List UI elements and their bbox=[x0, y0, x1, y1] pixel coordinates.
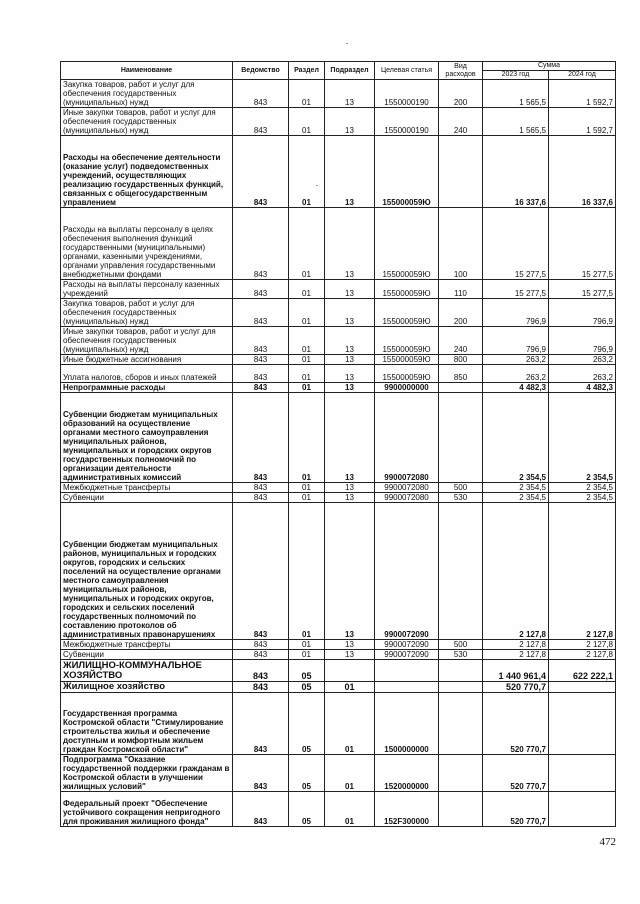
cell-target: 1520000000 bbox=[375, 755, 439, 792]
cell-dept: 843 bbox=[233, 365, 289, 383]
table-row bbox=[61, 650, 616, 660]
cell-name: Субвенции бюджетам муниципальных образований на осуществление органами местного самоуправления муниципальных районов, муниципальных и городских округов государственных полномочий по организации деятельности административных комиссий bbox=[61, 393, 233, 483]
table-row bbox=[61, 80, 616, 108]
cell-y2023: 16 337,6 bbox=[483, 136, 549, 208]
cell-name: Субвенции bbox=[61, 650, 233, 660]
cell-target bbox=[375, 660, 439, 682]
col-header-sum: Сумма bbox=[483, 62, 616, 71]
cell-y2023: 15 277,5 bbox=[483, 280, 549, 299]
cell-target: 155000059Ю bbox=[375, 327, 439, 355]
cell-name: ЖИЛИЩНО-КОММУНАЛЬНОЕ ХОЗЯЙСТВО bbox=[61, 660, 233, 682]
cell-subsection bbox=[325, 660, 375, 682]
cell-name: Государственная программа Костромской области "Стимулирование строительства жилья и обеспечение доступным и комфортным жильем граждан Костромской области" bbox=[61, 693, 233, 755]
cell-exptype: 530 bbox=[439, 493, 483, 503]
col-header-2024: 2024 год bbox=[549, 71, 616, 80]
budget-table bbox=[60, 61, 616, 827]
cell-dept: 843 bbox=[233, 80, 289, 108]
cell-target: 9900072090 bbox=[375, 503, 439, 640]
cell-dept: 843 bbox=[233, 208, 289, 280]
cell-exptype bbox=[439, 383, 483, 393]
cell-exptype: 240 bbox=[439, 108, 483, 136]
cell-subsection: 13 bbox=[325, 383, 375, 393]
table-header bbox=[61, 62, 616, 80]
cell-y2023: 263,2 bbox=[483, 355, 549, 365]
cell-dept: 843 bbox=[233, 503, 289, 640]
col-header-section: Раздел bbox=[289, 62, 325, 80]
cell-dept: 843 bbox=[233, 299, 289, 327]
cell-exptype bbox=[439, 693, 483, 755]
col-header-subsection: Подраздел bbox=[325, 62, 375, 80]
cell-y2024: 2 127,8 bbox=[549, 650, 616, 660]
table-row bbox=[61, 693, 616, 755]
cell-section: 05 bbox=[289, 792, 325, 827]
cell-exptype: 500 bbox=[439, 483, 483, 493]
cell-y2023: 2 354,5 bbox=[483, 393, 549, 483]
cell-target: 9900072080 bbox=[375, 493, 439, 503]
cell-y2023: 2 127,8 bbox=[483, 640, 549, 650]
cell-exptype bbox=[439, 393, 483, 483]
cell-name: Подпрограмма "Оказание государственной поддержки гражданам в Костромской области в улучшении жилищных условий" bbox=[61, 755, 233, 792]
cell-y2024 bbox=[549, 792, 616, 827]
cell-y2023: 2 354,5 bbox=[483, 493, 549, 503]
cell-y2024: 15 277,5 bbox=[549, 208, 616, 280]
table-row bbox=[61, 503, 616, 640]
cell-subsection: 13 bbox=[325, 80, 375, 108]
cell-target: 1550000190 bbox=[375, 108, 439, 136]
table-row bbox=[61, 327, 616, 355]
cell-target: 1550000190 bbox=[375, 80, 439, 108]
cell-subsection: 13 bbox=[325, 108, 375, 136]
cell-y2024 bbox=[549, 755, 616, 792]
cell-name: Расходы на обеспечение деятельности (оказание услуг) подведомственных учреждений, осуществляющих реализацию государственных функций, связанных с общегосударственным управлением bbox=[61, 136, 233, 208]
cell-y2024: 2 354,5 bbox=[549, 393, 616, 483]
cell-name: Иные закупки товаров, работ и услуг для обеспечения государственных (муниципальных) нужд bbox=[61, 108, 233, 136]
cell-exptype: 800 bbox=[439, 355, 483, 365]
scan-speck bbox=[346, 43, 348, 44]
cell-section: 05 bbox=[289, 693, 325, 755]
cell-dept: 843 bbox=[233, 755, 289, 792]
cell-target: 9900072090 bbox=[375, 650, 439, 660]
cell-name: Закупка товаров, работ и услуг для обеспечения государственных (муниципальных) нужд bbox=[61, 80, 233, 108]
cell-dept: 843 bbox=[233, 483, 289, 493]
cell-y2023: 1 565,5 bbox=[483, 80, 549, 108]
cell-y2023: 796,9 bbox=[483, 299, 549, 327]
table-row bbox=[61, 393, 616, 483]
table-row bbox=[61, 755, 616, 792]
page-number: 472 bbox=[599, 836, 616, 848]
cell-exptype bbox=[439, 792, 483, 827]
cell-y2023: 1 440 961,4 bbox=[483, 660, 549, 682]
cell-target: 155000059Ю bbox=[375, 136, 439, 208]
cell-target: 9900072090 bbox=[375, 640, 439, 650]
cell-dept: 843 bbox=[233, 383, 289, 393]
table-row bbox=[61, 208, 616, 280]
cell-y2024: 1 592,7 bbox=[549, 108, 616, 136]
cell-target: 152F300000 bbox=[375, 792, 439, 827]
cell-section: 01 bbox=[289, 299, 325, 327]
cell-exptype: 500 bbox=[439, 640, 483, 650]
cell-exptype: 530 bbox=[439, 650, 483, 660]
cell-exptype bbox=[439, 755, 483, 792]
cell-section: 05 bbox=[289, 660, 325, 682]
cell-y2023: 520 770,7 bbox=[483, 792, 549, 827]
cell-y2023: 520 770,7 bbox=[483, 755, 549, 792]
cell-subsection: 13 bbox=[325, 327, 375, 355]
cell-subsection: 13 bbox=[325, 503, 375, 640]
table-row bbox=[61, 682, 616, 693]
cell-dept: 843 bbox=[233, 355, 289, 365]
cell-y2024: 1 592,7 bbox=[549, 80, 616, 108]
cell-subsection: 13 bbox=[325, 493, 375, 503]
col-header-2023: 2023 год bbox=[483, 71, 549, 80]
col-header-exptype: Вид расходов bbox=[439, 62, 483, 80]
cell-dept: 843 bbox=[233, 280, 289, 299]
cell-name: Жилищное хозяйство bbox=[61, 682, 233, 693]
cell-name: Уплата налогов, сборов и иных платежей bbox=[61, 365, 233, 383]
cell-section: 01 bbox=[289, 80, 325, 108]
cell-y2024: 2 354,5 bbox=[549, 483, 616, 493]
cell-section: 05 bbox=[289, 682, 325, 693]
cell-y2024: 263,2 bbox=[549, 355, 616, 365]
cell-y2024: 263,2 bbox=[549, 365, 616, 383]
cell-y2024 bbox=[549, 682, 616, 693]
cell-subsection: 13 bbox=[325, 393, 375, 483]
cell-y2023: 2 354,5 bbox=[483, 483, 549, 493]
cell-exptype: 200 bbox=[439, 299, 483, 327]
cell-y2023: 263,2 bbox=[483, 365, 549, 383]
cell-dept: 843 bbox=[233, 640, 289, 650]
table-row bbox=[61, 108, 616, 136]
cell-name: Субвенции bbox=[61, 493, 233, 503]
cell-dept: 843 bbox=[233, 327, 289, 355]
cell-section: 05 bbox=[289, 755, 325, 792]
cell-exptype bbox=[439, 136, 483, 208]
cell-name: Непрограммные расходы bbox=[61, 383, 233, 393]
cell-dept: 843 bbox=[233, 493, 289, 503]
cell-y2024: 15 277,5 bbox=[549, 280, 616, 299]
cell-target: 155000059Ю bbox=[375, 299, 439, 327]
cell-section: 01 bbox=[289, 650, 325, 660]
col-header-target: Целевая статья bbox=[375, 62, 439, 80]
cell-section: 01 bbox=[289, 136, 325, 208]
cell-dept: 843 bbox=[233, 108, 289, 136]
cell-target: 155000059Ю bbox=[375, 355, 439, 365]
table-row bbox=[61, 792, 616, 827]
cell-subsection: 13 bbox=[325, 299, 375, 327]
cell-dept: 843 bbox=[233, 136, 289, 208]
cell-section: 01 bbox=[289, 327, 325, 355]
cell-exptype bbox=[439, 682, 483, 693]
cell-dept: 843 bbox=[233, 650, 289, 660]
cell-dept: 843 bbox=[233, 792, 289, 827]
table-body bbox=[61, 80, 616, 827]
cell-y2023: 2 127,8 bbox=[483, 503, 549, 640]
cell-subsection: 01 bbox=[325, 792, 375, 827]
cell-name: Федеральный проект "Обеспечение устойчивого сокращения непригодного для проживания жилищного фонда" bbox=[61, 792, 233, 827]
cell-subsection: 13 bbox=[325, 355, 375, 365]
cell-dept: 843 bbox=[233, 693, 289, 755]
cell-y2024: 16 337,6 bbox=[549, 136, 616, 208]
col-header-name: Наименование bbox=[61, 62, 233, 80]
cell-y2024: 2 127,8 bbox=[549, 503, 616, 640]
cell-y2023: 520 770,7 bbox=[483, 682, 549, 693]
cell-y2024: 2 354,5 bbox=[549, 493, 616, 503]
cell-y2024: 796,9 bbox=[549, 327, 616, 355]
cell-target: 9900000000 bbox=[375, 383, 439, 393]
cell-subsection: 13 bbox=[325, 208, 375, 280]
table-row bbox=[61, 280, 616, 299]
cell-exptype bbox=[439, 503, 483, 640]
cell-subsection: 13 bbox=[325, 640, 375, 650]
cell-y2024: 2 127,8 bbox=[549, 640, 616, 650]
cell-subsection: 01 bbox=[325, 693, 375, 755]
cell-dept: 843 bbox=[233, 660, 289, 682]
cell-section: 01 bbox=[289, 280, 325, 299]
cell-section: 01 bbox=[289, 108, 325, 136]
cell-section: 01 bbox=[289, 355, 325, 365]
table-row bbox=[61, 493, 616, 503]
cell-y2023: 1 565,5 bbox=[483, 108, 549, 136]
cell-exptype: 240 bbox=[439, 327, 483, 355]
cell-subsection: 13 bbox=[325, 483, 375, 493]
cell-exptype: 100 bbox=[439, 208, 483, 280]
cell-y2023: 796,9 bbox=[483, 327, 549, 355]
cell-target: 9900072080 bbox=[375, 483, 439, 493]
cell-y2023: 2 127,8 bbox=[483, 650, 549, 660]
cell-section: 01 bbox=[289, 640, 325, 650]
cell-section: 01 bbox=[289, 483, 325, 493]
cell-y2023: 4 482,3 bbox=[483, 383, 549, 393]
cell-exptype: 200 bbox=[439, 80, 483, 108]
cell-target bbox=[375, 682, 439, 693]
cell-subsection: 01 bbox=[325, 755, 375, 792]
table-row bbox=[61, 660, 616, 682]
cell-exptype bbox=[439, 660, 483, 682]
cell-section: 01 bbox=[289, 493, 325, 503]
cell-name: Иные бюджетные ассигнования bbox=[61, 355, 233, 365]
table-row bbox=[61, 365, 616, 383]
cell-name: Закупка товаров, работ и услуг для обеспечения государственных (муниципальных) нужд bbox=[61, 299, 233, 327]
cell-target: 155000059Ю bbox=[375, 365, 439, 383]
cell-y2024 bbox=[549, 693, 616, 755]
cell-subsection: 01 bbox=[325, 682, 375, 693]
cell-y2023: 15 277,5 bbox=[483, 208, 549, 280]
cell-name: Межбюджетные трансферты bbox=[61, 483, 233, 493]
cell-section: 01 bbox=[289, 208, 325, 280]
table-row bbox=[61, 640, 616, 650]
cell-target: 9900072080 bbox=[375, 393, 439, 483]
cell-y2024: 796,9 bbox=[549, 299, 616, 327]
table-row bbox=[61, 355, 616, 365]
cell-subsection: 13 bbox=[325, 280, 375, 299]
cell-section: 01 bbox=[289, 393, 325, 483]
cell-y2023: 520 770,7 bbox=[483, 693, 549, 755]
cell-name: Иные закупки товаров, работ и услуг для обеспечения государственных (муниципальных) нужд bbox=[61, 327, 233, 355]
table-row bbox=[61, 299, 616, 327]
cell-dept: 843 bbox=[233, 393, 289, 483]
table-row bbox=[61, 136, 616, 208]
cell-subsection: 13 bbox=[325, 650, 375, 660]
table-row bbox=[61, 483, 616, 493]
cell-section: 01 bbox=[289, 503, 325, 640]
cell-subsection: 13 bbox=[325, 365, 375, 383]
cell-exptype: 110 bbox=[439, 280, 483, 299]
cell-section: 01 bbox=[289, 365, 325, 383]
cell-target: 155000059Ю bbox=[375, 208, 439, 280]
cell-dept: 843 bbox=[233, 682, 289, 693]
cell-name: Расходы на выплаты персоналу казенных учреждений bbox=[61, 280, 233, 299]
cell-name: Субвенции бюджетам муниципальных районов, муниципальных и городских округов, городских и сельских поселений на осуществление органами местного самоуправления муниципальных районов, муниципальных и городских округов, городских и сельских поселений государственных полномочий по составлению протоколов об административных правонарушениях bbox=[61, 503, 233, 640]
cell-section: 01 bbox=[289, 383, 325, 393]
cell-name: Межбюджетные трансферты bbox=[61, 640, 233, 650]
cell-y2024: 4 482,3 bbox=[549, 383, 616, 393]
cell-exptype: 850 bbox=[439, 365, 483, 383]
table-row bbox=[61, 383, 616, 393]
cell-target: 155000059Ю bbox=[375, 280, 439, 299]
cell-y2024: 622 222,1 bbox=[549, 660, 616, 682]
cell-subsection: 13 bbox=[325, 136, 375, 208]
cell-name: Расходы на выплаты персоналу в целях обеспечения выполнения функций государственными (муниципальными) органами, казенными учреждениями, органами управления государственными внебюджетными фондами bbox=[61, 208, 233, 280]
cell-target: 1500000000 bbox=[375, 693, 439, 755]
col-header-dept: Ведомство bbox=[233, 62, 289, 80]
